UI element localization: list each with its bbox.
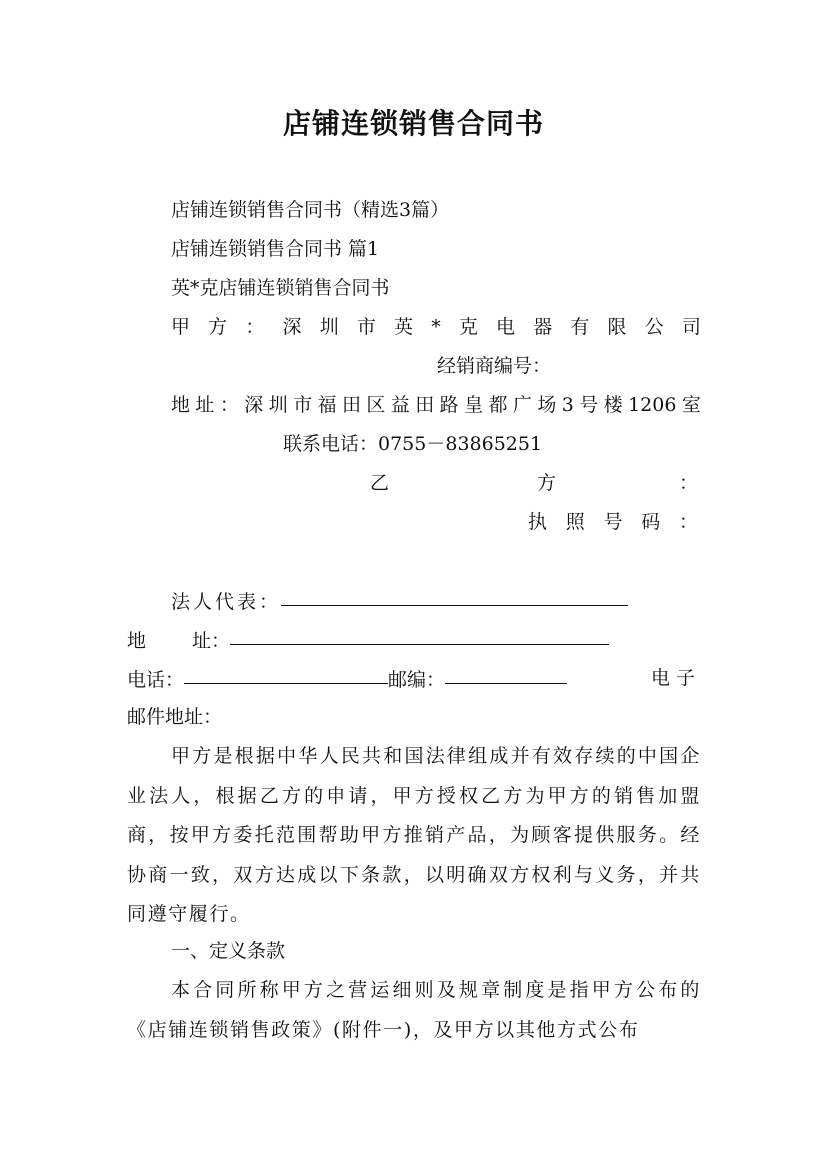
address-char: 皇 [464,394,484,416]
party-b-address-line [127,624,701,654]
zip-blank[interactable] [445,663,567,684]
party-a-char: 电 [496,316,516,338]
party-a-char: 司 [681,316,701,338]
dealer-number-label: 经销商编号： [437,355,552,377]
license-char: 号 [603,511,623,533]
intro-paragraph: 甲方是根据中华人民共和国法律组成并有效存续的中国企业法人，根据乙方的申请，甲方授权乙方为甲方的销售加盟商，按甲方委托范围帮助甲方推销产品，为顾客提供服务。经协商一致，双方达成以下条款，以明确双方权利与义务，并共同遵守履行。 [127,745,701,925]
party-b-label-2: 方 [537,472,557,494]
party-a-char: 公 [644,316,664,338]
address-char: 福 [317,394,337,416]
address-char: 田 [415,394,435,416]
party-b-line [127,468,701,498]
address-char: 深 [244,394,264,416]
party-a-char: 方 [208,316,228,338]
section-heading-definitions: 一、定义条款 [171,940,286,962]
address-char: 广 [512,394,532,416]
address-char: 室 [681,394,701,416]
party-a-char: 有 [570,316,590,338]
address-char: ： [219,394,239,416]
license-number-line [528,507,698,537]
address-char: 都 [488,394,508,416]
license-char: 码 [641,511,661,533]
address-char: 益 [390,394,410,416]
party-a-char: 市 [356,316,376,338]
definitions-paragraph: 本合同所称甲方之营运细则及规章制度是指甲方公布的《店铺连锁销售政策》(附件一)，及甲方以其他方式公布 [127,979,701,1041]
address-char: 路 [439,394,459,416]
party-a-char: 克 [458,316,478,338]
address-label-char-2: 址： [192,630,231,652]
legal-rep-blank[interactable] [281,585,628,606]
contract-name: 英*克店铺连锁销售合同书 [171,277,390,299]
tel-zip-email-line [127,663,701,693]
party-a-char: 英 [394,316,414,338]
address-label-char-1: 地 [127,630,147,652]
address-char: 圳 [268,394,288,416]
address-line [171,390,701,420]
party-a-char: * [431,316,441,338]
phone-line: 联系电话：0755－83865251 [283,433,543,455]
address-char: 1206 [628,394,677,416]
subtitle-line: 店铺连锁销售合同书（精选3篇） [171,199,450,221]
address-char: 3 [561,394,574,416]
party-a-char: 限 [607,316,627,338]
address-blank[interactable] [230,624,609,645]
license-char: ： [678,511,698,533]
license-char: 照 [565,511,585,533]
party-a-line [171,312,701,342]
license-char: 执 [528,511,548,533]
address-char: 号 [579,394,599,416]
party-a-char: 甲 [171,316,191,338]
party-a-char: ： [245,316,265,338]
address-char: 田 [341,394,361,416]
party-a-char: 圳 [319,316,339,338]
address-char: 址 [195,394,215,416]
tel-label: 电话： [127,669,185,691]
article-heading: 店铺连锁销售合同书 篇1 [171,238,380,260]
document-title: 店铺连锁销售合同书 [282,107,544,140]
party-a-char: 器 [533,316,553,338]
party-b-label-1: 乙 [370,472,390,494]
email-label-part2: 邮件地址： [127,706,223,728]
address-char: 市 [293,394,313,416]
legal-rep-line [171,585,701,615]
email-label-part1: 电子 [650,667,701,689]
tel-blank[interactable] [184,663,388,684]
party-a-char: 深 [282,316,302,338]
legal-rep-label: 法人代表： [171,591,282,613]
zip-label: 邮编： [388,669,446,691]
party-b-colon: ： [679,472,699,494]
address-char: 地 [171,394,191,416]
address-char: 区 [366,394,386,416]
address-char: 场 [537,394,557,416]
address-char: 楼 [603,394,623,416]
